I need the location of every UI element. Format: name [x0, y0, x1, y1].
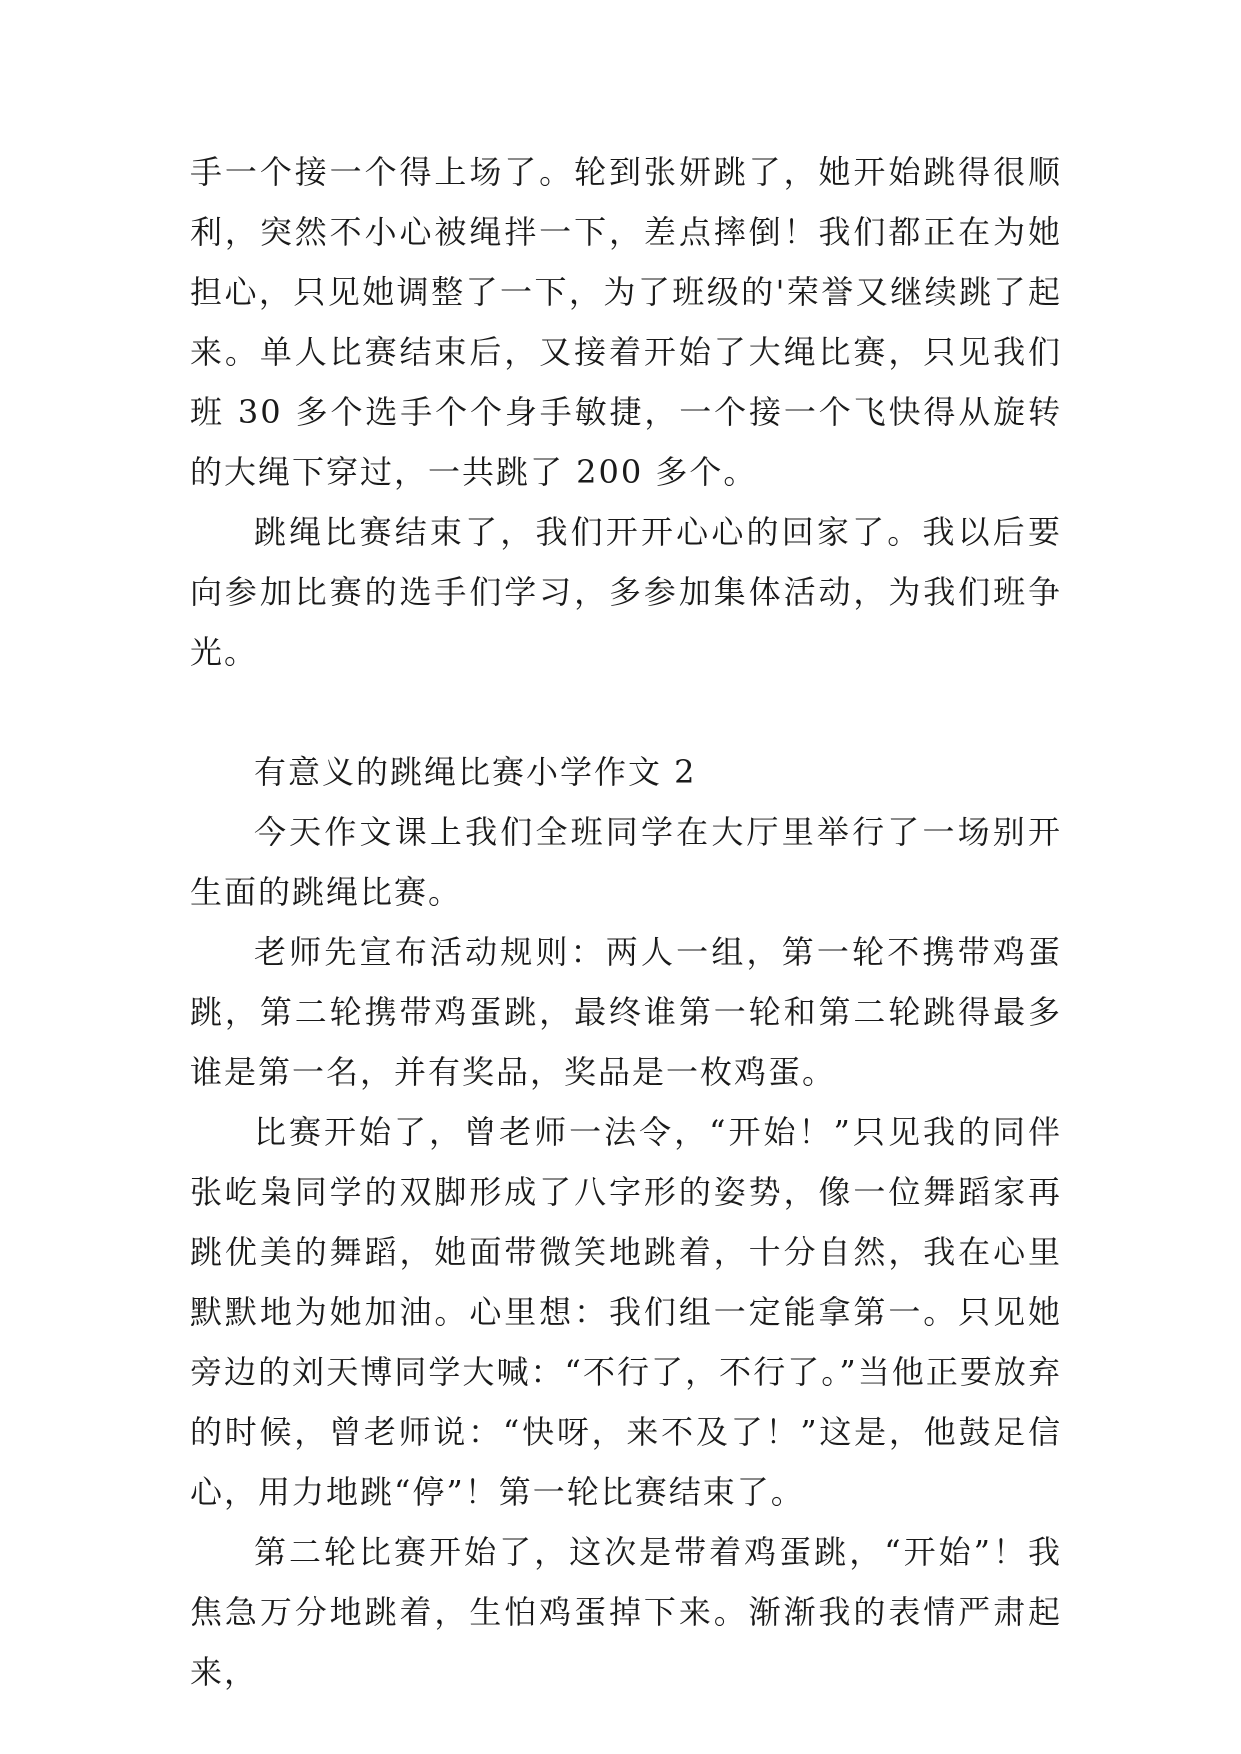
- paragraph-opening: 今天作文课上我们全班同学在大厅里举行了一场别开生面的跳绳比赛。: [190, 813, 1062, 911]
- paragraph-second-round: 第二轮比赛开始了，这次是带着鸡蛋跳，“开始”！我焦急万分地跳着，生怕鸡蛋掉下来。渐渐我的表情严肃起来，: [190, 1533, 1062, 1691]
- paragraph-rules: 老师先宣布活动规则：两人一组，第一轮不携带鸡蛋跳，第二轮携带鸡蛋跳，最终谁第一轮和第二轮跳得最多谁是第一名，并有奖品，奖品是一枚鸡蛋。: [190, 933, 1062, 1091]
- paragraph-continued: 手一个接一个得上场了。轮到张妍跳了，她开始跳得很顺利，突然不小心被绳拌一下，差点摔倒！我们都正在为她担心，只见她调整了一下，为了班级的'荣誉又继续跳了起来。单人比赛结束后，又接着开始了大绳比赛，只见我们班 30 多个选手个个身手敏捷，一个接一个飞快得从旋转的大绳下穿过，一共跳了 200 多个。: [190, 153, 1062, 491]
- section-gap: [190, 682, 1062, 742]
- document-body: [190, 142, 1062, 1702]
- paragraph-first-round: 比赛开始了，曾老师一法令，“开始！”只见我的同伴张屹枭同学的双脚形成了八字形的姿势，像一位舞蹈家再跳优美的舞蹈，她面带微笑地跳着，十分自然，我在心里默默地为她加油。心里想：我们组一定能拿第一。只见她旁边的刘天博同学大喊：“不行了，不行了。”当他正要放弃的时候，曾老师说：“快呀，来不及了！”这是，他鼓足信心，用力地跳“停”！第一轮比赛结束了。: [190, 1113, 1062, 1511]
- section-title: 有意义的跳绳比赛小学作文 2: [254, 753, 697, 791]
- paragraph-conclusion: 跳绳比赛结束了，我们开开心心的回家了。我以后要向参加比赛的选手们学习，多参加集体活动，为我们班争光。: [190, 513, 1062, 671]
